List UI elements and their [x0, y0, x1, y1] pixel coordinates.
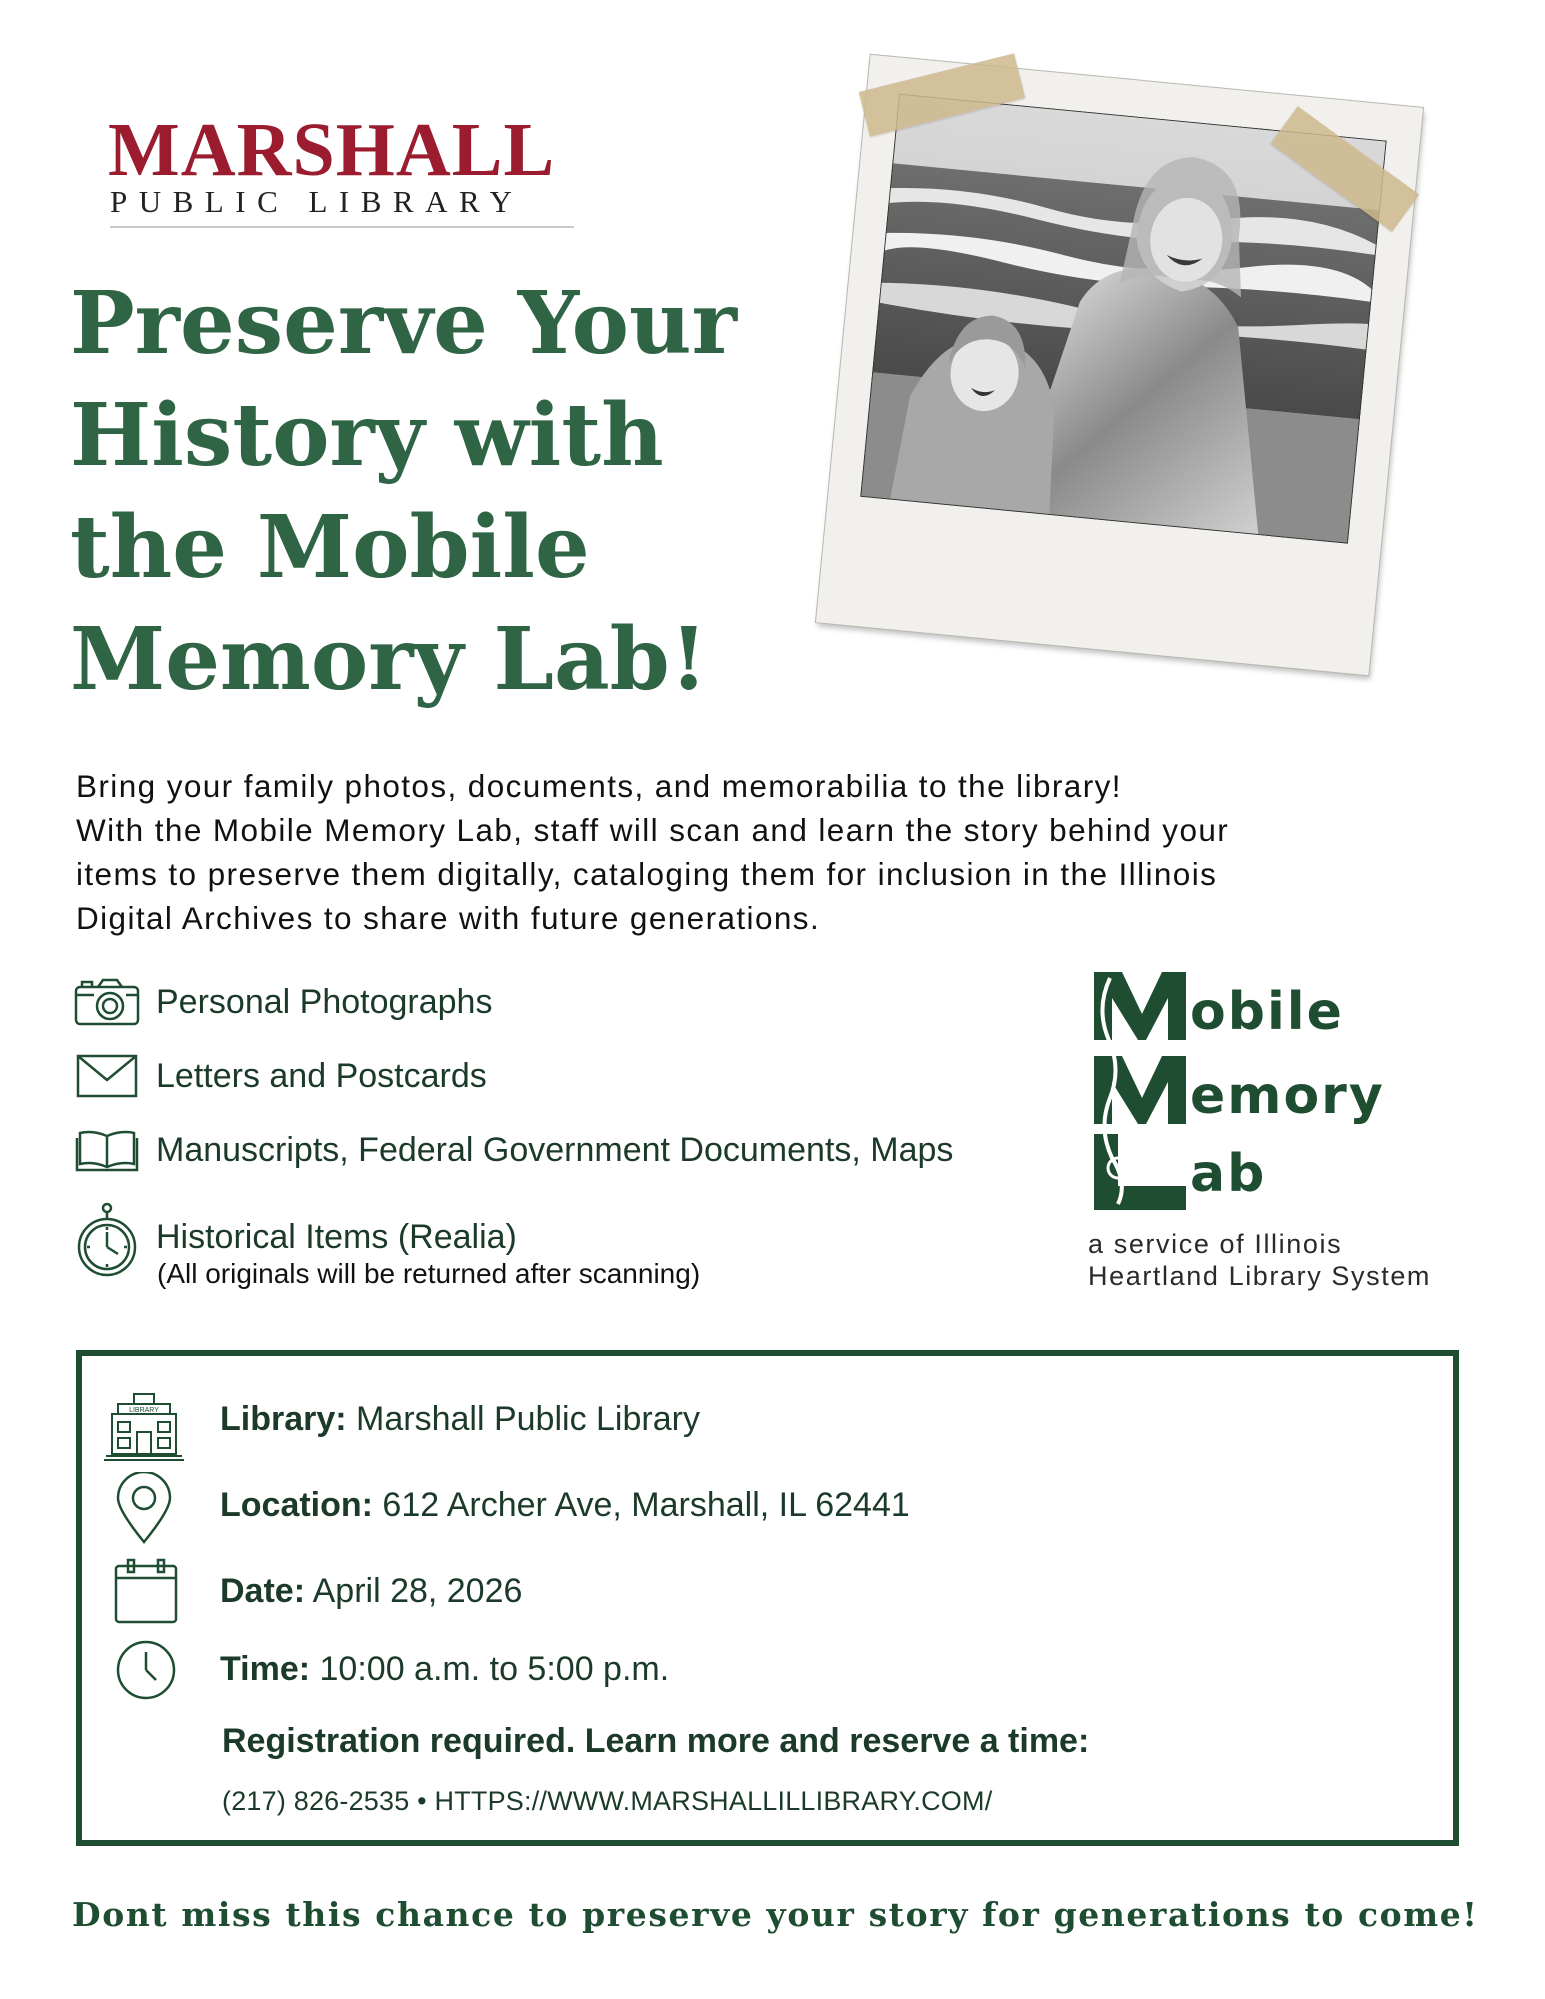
info-value: 612 Archer Ave, Marshall, IL 62441	[372, 1486, 910, 1524]
mml-tagline-line: Heartland Library System	[1088, 1261, 1432, 1291]
footer-tagline: Dont miss this chance to preserve your story for generations to come!	[72, 1895, 1479, 1934]
mml-logo-word: emory	[1190, 1066, 1385, 1126]
info-value: April 28, 2026	[305, 1572, 523, 1610]
envelope-icon	[74, 1050, 140, 1102]
list-item	[74, 1050, 487, 1102]
camera-icon	[74, 976, 140, 1028]
intro-line: With the Mobile Memory Lab, staff will scan and learn the story behind your	[76, 812, 1230, 848]
registration-note: Registration required. Learn more and reserve a time:	[222, 1722, 1090, 1760]
info-label: Library:	[220, 1400, 347, 1438]
mobile-memory-lab-logo	[1088, 968, 1418, 1218]
list-item	[74, 976, 493, 1028]
library-icon-text: LIBRARY	[129, 1407, 159, 1414]
logo-divider	[110, 226, 574, 228]
intro-paragraph	[76, 764, 1436, 940]
library-building-icon	[104, 1392, 184, 1462]
mml-logo-word: ab	[1190, 1144, 1267, 1204]
stopwatch-icon	[74, 1204, 140, 1276]
items-note: (All originals will be returned after scanning)	[157, 1258, 701, 1289]
headline-line: History with	[70, 385, 664, 486]
info-value: 10:00 a.m. to 5:00 p.m.	[310, 1650, 670, 1688]
info-value: Marshall Public Library	[346, 1400, 700, 1438]
location-pin-icon	[104, 1472, 184, 1542]
mml-logo-word: obile	[1190, 982, 1344, 1042]
info-label: Location:	[220, 1486, 373, 1524]
contact-line[interactable]: (217) 826-2535 • HTTPS://WWW.MARSHALLILLIBRARY.COM/	[222, 1786, 993, 1816]
list-item-label: Personal Photographs	[156, 982, 493, 1021]
info-label: Time:	[220, 1650, 311, 1688]
intro-line: Digital Archives to share with future generations.	[76, 900, 821, 936]
list-item-label: Historical Items (Realia)	[156, 1217, 517, 1256]
mml-tagline	[1088, 1228, 1431, 1292]
clock-icon	[104, 1634, 184, 1704]
intro-line: Bring your family photos, documents, and memorabilia to the library!	[76, 768, 1122, 804]
calendar-icon	[104, 1556, 184, 1626]
intro-line: items to preserve them digitally, cataloging them for inclusion in the Illinois	[76, 856, 1218, 892]
info-date	[220, 1572, 522, 1611]
headline-line: Memory Lab!	[70, 609, 708, 710]
library-logo-name: MARSHALL	[108, 108, 556, 192]
list-item	[74, 1124, 954, 1176]
info-location	[220, 1486, 910, 1525]
open-book-icon	[74, 1124, 140, 1176]
headline-line: the Mobile	[70, 497, 590, 598]
mml-tagline-line: a service of Illinois	[1088, 1229, 1343, 1259]
info-library	[220, 1400, 700, 1439]
headline-line: Preserve Your	[70, 273, 737, 374]
headline	[70, 268, 790, 716]
library-logo-subtitle: PUBLIC LIBRARY	[110, 184, 524, 219]
list-item-label: Letters and Postcards	[156, 1056, 487, 1095]
list-item-label: Manuscripts, Federal Government Documents, Maps	[156, 1130, 954, 1169]
info-time	[220, 1650, 669, 1689]
list-item	[74, 1198, 517, 1276]
info-label: Date:	[220, 1572, 306, 1610]
